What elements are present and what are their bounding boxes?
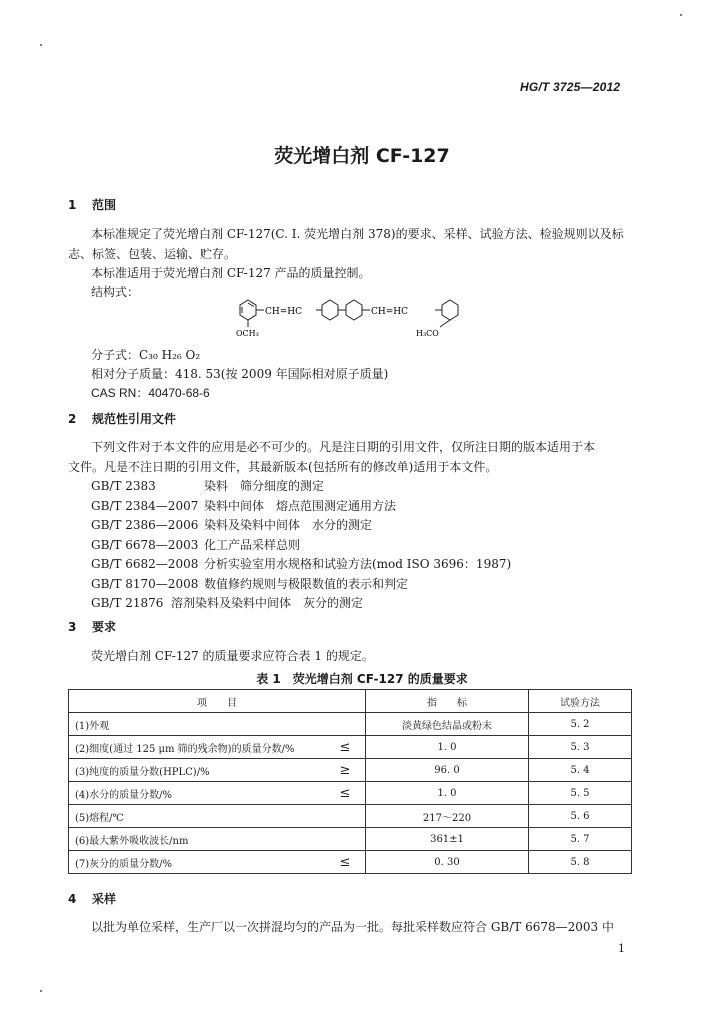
reference-title: 染料 筛分细度的测定 — [204, 479, 325, 493]
cell-symbol — [325, 805, 366, 828]
reference-list — [91, 477, 511, 614]
cell-method: 5. 7 — [529, 828, 632, 851]
cell-symbol — [325, 828, 366, 851]
benzene-ring — [442, 300, 458, 320]
table-caption: 表 1 荧光增白剂 CF-127 的质量要求 — [256, 672, 468, 686]
vinyl-link-right: CH=HC — [371, 307, 409, 317]
header-value: 指 标 — [366, 690, 529, 713]
vinyl-link-left: CH=HC — [265, 307, 303, 317]
document-title: 荧光增白剂 CF-127 — [274, 145, 450, 167]
reference-title: 分析实验室用水规格和试验方法(mod ISO 3696：1987) — [204, 557, 512, 571]
paragraph-line: 下列文件对于本文件的应用是必不可少的。凡是注日期的引用文件，仅所注日期的版本适用于本 — [91, 440, 596, 454]
cell-item: (3)纯度的质量分数(HPLC)/% — [69, 759, 326, 782]
cell-value: 淡黄绿色结晶或粉末 — [366, 713, 529, 736]
reference-item — [91, 555, 511, 575]
table-row — [69, 759, 632, 782]
cell-item: (5)熔程/℃ — [69, 805, 326, 828]
reference-code: GB/T 6678—2003 — [91, 537, 199, 552]
table-row — [69, 805, 632, 828]
cell-method: 5. 5 — [529, 782, 632, 805]
table-row — [69, 713, 632, 736]
cell-method: 5. 8 — [529, 851, 632, 874]
cell-method: 5. 6 — [529, 805, 632, 828]
cell-method: 5. 4 — [529, 759, 632, 782]
cell-item: (6)最大紫外吸收波长/nm — [69, 828, 326, 851]
benzene-ring — [346, 300, 362, 320]
quality-requirements-table — [68, 689, 632, 874]
reference-title: 染料及染料中间体 水分的测定 — [204, 518, 373, 532]
header-item: 项 目 — [69, 690, 366, 713]
reference-code: GB/T 2384—2007 — [91, 498, 199, 513]
reference-item — [91, 497, 511, 517]
section-3-heading — [68, 618, 116, 635]
section-number: 4 — [68, 892, 77, 906]
paragraph: 荧光增白剂 CF-127 的质量要求应符合表 1 的规定。 — [91, 649, 374, 663]
table-row — [69, 851, 632, 874]
section-4-heading — [68, 890, 116, 907]
section-number: 1 — [68, 198, 77, 212]
molecular-formula: 分子式：C₃₀ H₂₆ O₂ — [91, 348, 201, 362]
cell-symbol: ≤ — [325, 782, 366, 805]
reference-item — [91, 575, 511, 595]
paragraph-line: 志、标签、包装、运输、贮存。 — [68, 247, 237, 261]
reference-title: 化工产品采样总则 — [204, 537, 301, 552]
cell-symbol: ≥ — [325, 759, 366, 782]
header-method: 试验方法 — [529, 690, 632, 713]
cell-value: 217～220 — [366, 805, 529, 828]
molar-mass: 相对分子质量：418. 53(按 2009 年国际相对原子质量) — [91, 367, 389, 381]
cell-value: 0. 30 — [366, 851, 529, 874]
section-number: 2 — [68, 412, 77, 426]
standard-code: HG/T 3725—2012 — [520, 80, 621, 94]
reference-item — [91, 516, 511, 536]
cell-item: (1)外观 — [69, 713, 326, 736]
table-row — [69, 828, 632, 851]
reference-code: GB/T 8170—2008 — [91, 576, 199, 591]
reference-title: 数值修约规则与极限数值的表示和判定 — [204, 576, 409, 591]
cas-number: CAS RN：40470-68-6 — [91, 386, 210, 400]
reference-code: GB/T 21876 — [91, 596, 164, 610]
paragraph-line: 文件。凡是不注日期的引用文件，其最新版本(包括所有的修改单)适用于本文件。 — [68, 460, 498, 474]
cell-value: 96. 0 — [366, 759, 529, 782]
table-header-row — [69, 690, 632, 713]
section-title: 规范性引用文件 — [92, 412, 177, 426]
cell-item: (2)细度(通过 125 μm 筛的残余物)的质量分数/% — [69, 736, 326, 759]
cell-value: 1. 0 — [366, 736, 529, 759]
cell-value: 361±1 — [366, 828, 529, 851]
paragraph-line: 本标准规定了荧光增白剂 CF-127(C. I. 荧光增白剂 378)的要求、采样、试验方法、检验规则以及标 — [91, 227, 624, 241]
section-title: 要求 — [92, 620, 117, 634]
reference-item — [91, 477, 511, 497]
cell-symbol — [325, 713, 366, 736]
structural-formula — [228, 290, 468, 340]
reference-title: 染料中间体 熔点范围测定通用方法 — [204, 498, 397, 513]
section-2-heading — [68, 410, 176, 427]
structure-label: 结构式： — [91, 285, 140, 299]
cell-item: (7)灰分的质量分数/% — [69, 851, 326, 874]
cell-method: 5. 2 — [529, 713, 632, 736]
scan-speck — [680, 14, 682, 16]
section-title: 采样 — [92, 892, 117, 906]
page-number: 1 — [618, 942, 625, 955]
methoxy-right: H₃CO — [416, 329, 439, 338]
paragraph: 本标准适用于荧光增白剂 CF-127 产品的质量控制。 — [91, 266, 371, 280]
reference-item — [91, 594, 511, 614]
section-title: 范围 — [92, 198, 117, 212]
cell-item: (4)水分的质量分数/% — [69, 782, 326, 805]
cell-method: 5. 3 — [529, 736, 632, 759]
section-number: 3 — [68, 620, 77, 634]
paragraph-line: 以批为单位采样，生产厂以一次拼混均匀的产品为一批。每批采样数应符合 GB/T 6678—2003 中 — [91, 920, 614, 934]
reference-code: GB/T 2383 — [91, 479, 156, 493]
methoxy-left: OCH₃ — [236, 329, 259, 338]
cell-value: 1. 0 — [366, 782, 529, 805]
reference-code: GB/T 2386—2006 — [91, 518, 199, 532]
table-row — [69, 782, 632, 805]
reference-code: GB/T 6682—2008 — [91, 557, 199, 571]
cell-symbol: ≤ — [325, 851, 366, 874]
table-row — [69, 736, 632, 759]
scan-speck — [40, 990, 42, 992]
reference-title: 溶剂染料及染料中间体 灰分的测定 — [171, 596, 364, 610]
reference-item — [91, 536, 511, 556]
benzene-ring — [322, 300, 338, 320]
cell-symbol: ≤ — [325, 736, 366, 759]
section-1-heading — [68, 196, 116, 213]
scan-speck — [40, 44, 42, 46]
